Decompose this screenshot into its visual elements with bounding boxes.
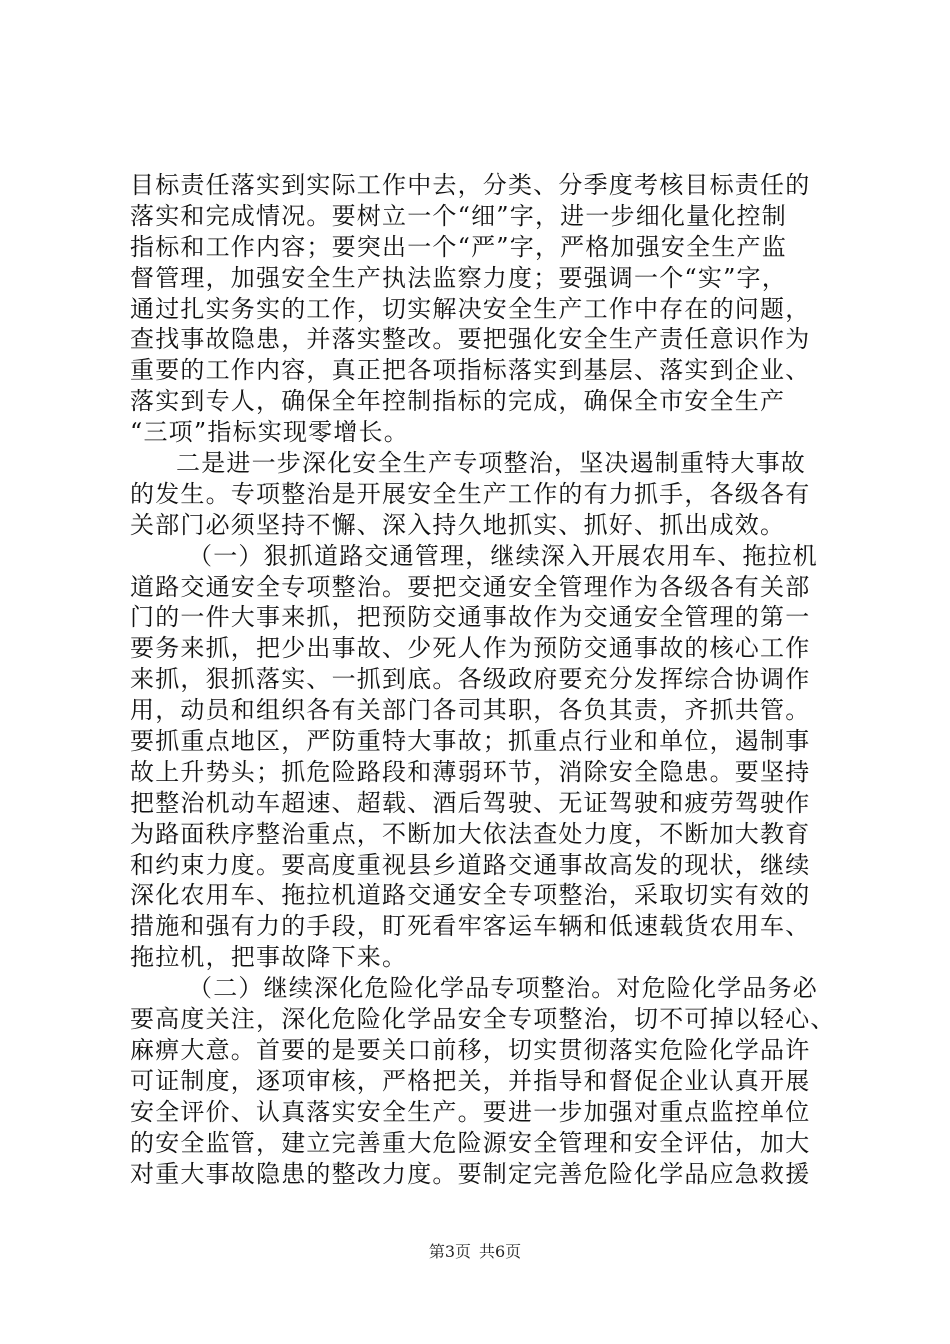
text-line: 的发生。专项整治是开展安全生产工作的有力抓手，各级各有 (130, 479, 811, 508)
text-line: 对重大事故隐患的整改力度。要制定完善危险化学品应急救援 (130, 1159, 811, 1188)
text-line: 目标责任落实到实际工作中去，分类、分季度考核目标责任的 (130, 171, 811, 199)
page-total: 共6页 (479, 1242, 522, 1261)
text-line: 关部门必须坚持不懈、深入持久地抓实、抓好、抓出成效。 (130, 510, 786, 539)
text-line: 故上升势头；抓危险路段和薄弱环节，消除安全隐患。要坚持 (130, 757, 811, 786)
text-line: 通过扎实务实的工作，切实解决安全生产工作中存在的问题， (130, 294, 811, 323)
text-line: 来抓，狠抓落实、一抓到底。各级政府要充分发挥综合协调作 (130, 665, 811, 694)
text-line: 要抓重点地区，严防重特大事故；抓重点行业和单位，遏制事 (130, 727, 811, 756)
text-line: 门的一件大事来抓，把预防交通事故作为交通安全管理的第一 (130, 603, 811, 632)
text-line: 用，动员和组织各有关部门各司其职，各负其责，齐抓共管。 (130, 696, 811, 725)
paragraph-start-line: 二是进一步深化安全生产专项整治，坚决遏制重特大事故 (176, 449, 806, 478)
text-line: 落实和完成情况。要树立一个“细”字，进一步细化量化控制 (130, 201, 787, 230)
text-line: 拖拉机，把事故降下来。 (130, 943, 408, 972)
page-number: 第3页 (428, 1242, 471, 1261)
text-line: 道路交通安全专项整治。要把交通安全管理作为各级各有关部 (130, 572, 811, 601)
text-line: 把整治机动车超速、超载、酒后驾驶、无证驾驶和疲劳驾驶作 (130, 788, 811, 817)
paragraph-start-line: （一）狠抓道路交通管理，继续深入开展农用车、拖拉机 (188, 541, 818, 570)
text-line: “三项”指标实现零增长。 (130, 418, 409, 447)
text-line: 重要的工作内容，真正把各项指标落实到基层、落实到企业、 (130, 356, 811, 385)
page-footer (0, 1242, 950, 1262)
document-body (130, 170, 836, 1189)
text-line: 要务来抓，把少出事故、少死人作为预防交通事故的核心工作 (130, 634, 811, 663)
text-line: 督管理，加强安全生产执法监察力度；要强调一个“实”字， (130, 263, 787, 292)
text-line: 麻痹大意。首要的是要关口前移，切实贯彻落实危险化学品许 (130, 1035, 811, 1064)
text-line: 可证制度，逐项审核，严格把关，并指导和督促企业认真开展 (130, 1066, 811, 1095)
text-line: 深化农用车、拖拉机道路交通安全专项整治，采取切实有效的 (130, 881, 811, 910)
text-line: 落实到专人，确保全年控制指标的完成，确保全市安全生产 (130, 387, 786, 416)
text-line: 安全评价、认真落实安全生产。要进一步加强对重点监控单位 (130, 1097, 811, 1126)
paragraph-start-line: （二）继续深化危险化学品专项整治。对危险化学品务必 (188, 974, 818, 1003)
text-line: 查找事故隐患，并落实整改。要把强化安全生产责任意识作为 (130, 325, 811, 354)
text-line: 和约束力度。要高度重视县乡道路交通事故高发的现状，继续 (130, 850, 811, 879)
text-line: 的安全监管，建立完善重大危险源安全管理和安全评估，加大 (130, 1128, 811, 1157)
text-line: 措施和强有力的手段，盯死看牢客运车辆和低速载货农用车、 (130, 912, 811, 941)
text-line: 指标和工作内容；要突出一个“严”字，严格加强安全生产监 (130, 232, 787, 261)
text-line: 为路面秩序整治重点，不断加大依法查处力度，不断加大教育 (130, 819, 811, 848)
text-line: 要高度关注，深化危险化学品安全专项整治，切不可掉以轻心、 (130, 1005, 836, 1034)
